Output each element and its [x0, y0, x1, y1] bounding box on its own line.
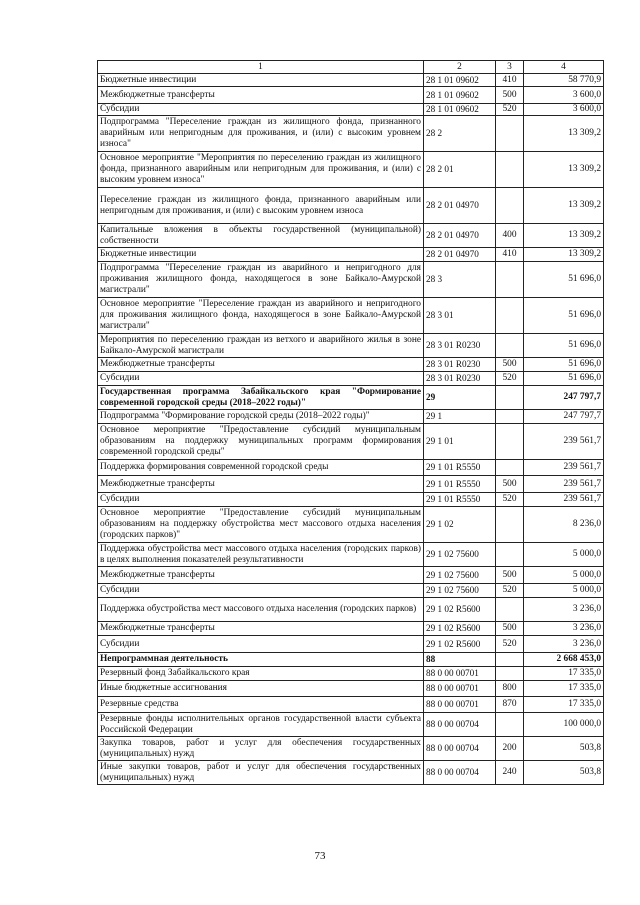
row-code: 29 [424, 386, 496, 410]
table-row [98, 697, 604, 713]
row-amount: 51 696,0 [524, 298, 604, 334]
row-amount: 5 000,0 [524, 567, 604, 584]
row-amount: 8 236,0 [524, 507, 604, 543]
page-number: 73 [314, 850, 326, 862]
row-code: 29 1 02 R5600 [424, 636, 496, 653]
table-row [98, 152, 604, 188]
row-amount: 3 236,0 [524, 622, 604, 636]
row-code: 28 3 01 [424, 298, 496, 334]
row-expense-type [496, 298, 524, 334]
row-name: Капитальные вложения в объекты государственной (муниципальной) собственности [98, 224, 424, 248]
row-expense-type: 520 [496, 636, 524, 653]
row-amount: 3 600,0 [524, 87, 604, 104]
row-expense-type [496, 460, 524, 476]
row-name: Межбюджетные трансферты [98, 87, 424, 104]
row-code: 29 1 01 R5550 [424, 460, 496, 476]
row-name: Мероприятия по переселению граждан из ветхого и аварийного жилья в зоне Байкало-Амурской магистрали [98, 334, 424, 358]
row-expense-type: 500 [496, 87, 524, 104]
row-code: 29 1 01 R5550 [424, 493, 496, 507]
row-expense-type [496, 713, 524, 737]
row-amount: 503,8 [524, 761, 604, 785]
row-amount: 5 000,0 [524, 584, 604, 598]
row-amount: 51 696,0 [524, 334, 604, 358]
row-expense-type: 800 [496, 681, 524, 697]
row-expense-type: 520 [496, 104, 524, 116]
row-amount: 13 309,2 [524, 224, 604, 248]
row-code: 28 3 [424, 262, 496, 298]
row-code: 88 [424, 653, 496, 667]
table-row [98, 761, 604, 785]
row-expense-type [496, 262, 524, 298]
table-row [98, 358, 604, 372]
table-row [98, 116, 604, 152]
row-code: 29 1 02 [424, 507, 496, 543]
row-name: Основное мероприятие "Предоставление субсидий муниципальным образованиям на поддержку муниципальных программ формирования современной городской среды" [98, 424, 424, 460]
table-row [98, 460, 604, 476]
row-expense-type: 520 [496, 493, 524, 507]
row-expense-type: 520 [496, 584, 524, 598]
row-code: 28 1 01 09602 [424, 74, 496, 87]
table-row [98, 636, 604, 653]
row-name: Поддержка обустройства мест массового отдыха населения (городских парков) [98, 598, 424, 622]
row-code: 28 2 01 [424, 152, 496, 188]
row-amount: 247 797,7 [524, 386, 604, 410]
row-amount: 13 309,2 [524, 188, 604, 224]
table-row [98, 681, 604, 697]
row-amount: 17 335,0 [524, 681, 604, 697]
row-expense-type [496, 152, 524, 188]
table-row [98, 386, 604, 410]
table-row [98, 87, 604, 104]
row-expense-type [496, 543, 524, 567]
row-name: Субсидии [98, 372, 424, 386]
row-code: 28 2 01 04970 [424, 248, 496, 262]
row-name: Субсидии [98, 104, 424, 116]
table-row [98, 372, 604, 386]
row-expense-type [496, 424, 524, 460]
table-row [98, 424, 604, 460]
row-amount: 239 561,7 [524, 460, 604, 476]
row-name: Иные бюджетные ассигнования [98, 681, 424, 697]
row-expense-type: 500 [496, 476, 524, 493]
table-row [98, 104, 604, 116]
table-row [98, 584, 604, 598]
row-name: Иные закупки товаров, работ и услуг для обеспечения государственных (муниципальных) нужд [98, 761, 424, 785]
row-amount: 100 000,0 [524, 713, 604, 737]
row-code: 29 1 02 75600 [424, 543, 496, 567]
table-row [98, 410, 604, 424]
row-amount: 17 335,0 [524, 667, 604, 681]
row-code: 29 1 02 R5600 [424, 622, 496, 636]
row-expense-type: 200 [496, 737, 524, 761]
row-code: 29 1 02 75600 [424, 567, 496, 584]
row-name: Закупка товаров, работ и услуг для обеспечения государственных (муниципальных) нужд [98, 737, 424, 761]
row-code: 88 0 00 00704 [424, 737, 496, 761]
row-name: Субсидии [98, 636, 424, 653]
row-code: 28 1 01 09602 [424, 87, 496, 104]
row-name: Государственная программа Забайкальского края "Формирование современной городской среды (2018–2022 годы)" [98, 386, 424, 410]
row-expense-type [496, 507, 524, 543]
row-expense-type: 410 [496, 248, 524, 262]
row-expense-type [496, 410, 524, 424]
row-name: Резервный фонд Забайкальского края [98, 667, 424, 681]
row-name: Основное мероприятие "Предоставление субсидий муниципальным образованиям на поддержку обустройства мест массового отдыха населения (городских парков)" [98, 507, 424, 543]
table-row [98, 543, 604, 567]
table-row [98, 713, 604, 737]
row-code: 29 1 02 R5600 [424, 598, 496, 622]
row-amount: 13 309,2 [524, 152, 604, 188]
row-amount: 503,8 [524, 737, 604, 761]
row-code: 28 1 01 09602 [424, 104, 496, 116]
header-col-1: 1 [98, 61, 424, 74]
row-name: Основное мероприятие "Мероприятия по переселению граждан из жилищного фонда, признанного аварийным или непригодным для проживания, и (или) с высоким уровнем износа" [98, 152, 424, 188]
row-name: Бюджетные инвестиции [98, 74, 424, 87]
row-name: Резервные фонды исполнительных органов государственной власти субъекта Российской Федерации [98, 713, 424, 737]
row-amount: 13 309,2 [524, 116, 604, 152]
row-code: 88 0 00 00704 [424, 713, 496, 737]
row-amount: 239 561,7 [524, 476, 604, 493]
row-amount: 51 696,0 [524, 358, 604, 372]
table-row [98, 737, 604, 761]
row-code: 88 0 00 00701 [424, 667, 496, 681]
row-code: 29 1 01 [424, 424, 496, 460]
row-name: Поддержка обустройства мест массового отдыха населения (городских парков) в целях выполнения показателей результативности [98, 543, 424, 567]
row-amount: 2 668 453,0 [524, 653, 604, 667]
table-row [98, 224, 604, 248]
row-expense-type [496, 667, 524, 681]
row-code: 28 2 [424, 116, 496, 152]
table-row [98, 598, 604, 622]
row-name: Резервные средства [98, 697, 424, 713]
row-name: Поддержка формирования современной городской среды [98, 460, 424, 476]
row-code: 28 3 01 R0230 [424, 334, 496, 358]
row-expense-type [496, 386, 524, 410]
row-expense-type: 520 [496, 372, 524, 386]
header-row [98, 61, 604, 74]
row-expense-type: 500 [496, 358, 524, 372]
row-name: Подпрограмма "Переселение граждан из жилищного фонда, признанного аварийным или непригодным для проживания, и (или) с высоким уровнем износа" [98, 116, 424, 152]
table-row [98, 507, 604, 543]
header-col-2: 2 [424, 61, 496, 74]
row-code: 29 1 01 R5550 [424, 476, 496, 493]
table-row [98, 476, 604, 493]
row-expense-type [496, 598, 524, 622]
row-expense-type [496, 334, 524, 358]
row-name: Субсидии [98, 493, 424, 507]
row-code: 88 0 00 00701 [424, 681, 496, 697]
row-expense-type: 500 [496, 567, 524, 584]
table-row [98, 667, 604, 681]
table-row [98, 188, 604, 224]
table-row [98, 248, 604, 262]
row-name: Основное мероприятие "Переселение граждан из аварийного и непригодного для проживания жилищного фонда, находящегося в зоне Байкало-Амурской магистрали" [98, 298, 424, 334]
row-code: 28 2 01 04970 [424, 224, 496, 248]
table-row [98, 622, 604, 636]
row-name: Переселение граждан из жилищного фонда, признанного аварийным или непригодным для проживания, и (или) с высоким уровнем износа [98, 188, 424, 224]
row-name: Межбюджетные трансферты [98, 567, 424, 584]
row-code: 28 3 01 R0230 [424, 358, 496, 372]
row-code: 28 2 01 04970 [424, 188, 496, 224]
row-name: Межбюджетные трансферты [98, 622, 424, 636]
row-code: 88 0 00 00701 [424, 697, 496, 713]
row-expense-type [496, 116, 524, 152]
header-col-4: 4 [524, 61, 604, 74]
row-amount: 51 696,0 [524, 262, 604, 298]
row-amount: 5 000,0 [524, 543, 604, 567]
table-row [98, 262, 604, 298]
table-row [98, 567, 604, 584]
row-expense-type: 400 [496, 224, 524, 248]
row-amount: 51 696,0 [524, 372, 604, 386]
row-amount: 3 236,0 [524, 598, 604, 622]
row-code: 29 1 02 75600 [424, 584, 496, 598]
table-row [98, 334, 604, 358]
row-code: 88 0 00 00704 [424, 761, 496, 785]
row-amount: 13 309,2 [524, 248, 604, 262]
row-amount: 3 600,0 [524, 104, 604, 116]
budget-table [97, 60, 604, 785]
row-amount: 239 561,7 [524, 424, 604, 460]
row-expense-type [496, 188, 524, 224]
row-name: Межбюджетные трансферты [98, 358, 424, 372]
header-col-3: 3 [496, 61, 524, 74]
row-name: Подпрограмма "Формирование городской среды (2018–2022 годы)" [98, 410, 424, 424]
row-name: Межбюджетные трансферты [98, 476, 424, 493]
row-amount: 58 770,9 [524, 74, 604, 87]
table-row [98, 653, 604, 667]
row-expense-type: 870 [496, 697, 524, 713]
row-expense-type [496, 653, 524, 667]
row-expense-type: 410 [496, 74, 524, 87]
row-name: Подпрограмма "Переселение граждан из аварийного и непригодного для проживания жилищного фонда, находящегося в зоне Байкало-Амурской магистрали" [98, 262, 424, 298]
row-amount: 247 797,7 [524, 410, 604, 424]
row-amount: 3 236,0 [524, 636, 604, 653]
row-expense-type: 240 [496, 761, 524, 785]
table-row [98, 298, 604, 334]
row-amount: 17 335,0 [524, 697, 604, 713]
table-row [98, 493, 604, 507]
table-row [98, 74, 604, 87]
row-amount: 239 561,7 [524, 493, 604, 507]
row-name: Непрограммная деятельность [98, 653, 424, 667]
row-code: 29 1 [424, 410, 496, 424]
row-name: Бюджетные инвестиции [98, 248, 424, 262]
row-expense-type: 500 [496, 622, 524, 636]
row-code: 28 3 01 R0230 [424, 372, 496, 386]
row-name: Субсидии [98, 584, 424, 598]
